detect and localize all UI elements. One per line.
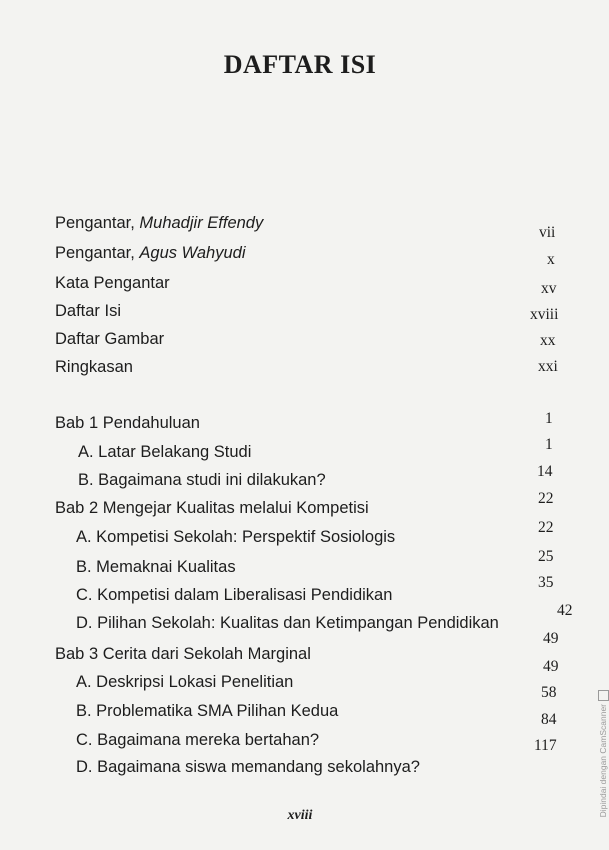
toc-label: Bab 2 Mengejar Kualitas melalui Kompetisi xyxy=(55,499,369,517)
toc-page-number: 1 xyxy=(545,410,553,427)
toc-chapter xyxy=(55,645,311,664)
toc-label: Bab 1 Pendahuluan xyxy=(55,414,200,432)
toc-page-number: 22 xyxy=(538,490,554,507)
toc-page-number: 25 xyxy=(538,548,554,565)
toc-page-number: xx xyxy=(540,332,556,349)
toc-label: Ringkasan xyxy=(55,358,133,376)
page-title: DAFTAR ISI xyxy=(223,50,377,79)
toc-page-number: 35 xyxy=(538,574,554,591)
toc-page-number: 84 xyxy=(541,711,557,728)
toc-entry xyxy=(55,274,170,293)
toc-author: Agus Wahyudi xyxy=(139,244,246,262)
camscanner-icon xyxy=(598,690,609,701)
toc-label: Daftar Isi xyxy=(55,302,122,320)
toc-page-number: 117 xyxy=(534,737,557,754)
toc-entry xyxy=(76,586,392,605)
toc-label: A. Deskripsi Lokasi Penelitian xyxy=(76,673,294,691)
toc-label: Kata Pengantar xyxy=(55,274,170,292)
toc-label: Bab 3 Cerita dari Sekolah Marginal xyxy=(55,645,311,663)
toc-page-number: 22 xyxy=(538,519,554,536)
toc-page-number: xv xyxy=(541,280,557,297)
toc-page-number: x xyxy=(547,251,555,268)
toc-author: Muhadjir Effendy xyxy=(139,214,264,232)
toc-entry xyxy=(76,758,420,777)
toc-page-number: 14 xyxy=(537,463,553,480)
toc-page-number: 49 xyxy=(543,658,559,675)
toc-entry xyxy=(55,244,246,263)
toc-entry xyxy=(76,528,395,547)
toc-chapter xyxy=(55,499,369,518)
toc-label: Daftar Gambar xyxy=(55,330,165,348)
toc-label: A. Latar Belakang Studi xyxy=(78,443,252,461)
toc-label: C. Bagaimana mereka bertahan? xyxy=(76,731,320,749)
toc-label: Pengantar, xyxy=(55,214,140,232)
scanner-watermark: Dipindai dengan CamScanner xyxy=(598,690,609,850)
toc-entry xyxy=(78,471,326,490)
toc-entry xyxy=(76,614,499,633)
toc-label: Pengantar, xyxy=(55,244,140,262)
toc-entry xyxy=(76,702,338,721)
toc-page-number: xxi xyxy=(538,358,558,375)
toc-page-number: vii xyxy=(539,224,556,241)
toc-label: A. Kompetisi Sekolah: Perspektif Sosiologis xyxy=(76,528,396,546)
toc-entry xyxy=(76,673,293,692)
toc-label: B. Bagaimana studi ini dilakukan? xyxy=(78,471,326,489)
toc-page-number: xviii xyxy=(530,306,559,323)
toc-page-number: 1 xyxy=(545,436,553,453)
toc-entry xyxy=(55,302,121,321)
toc-page-number: 42 xyxy=(557,602,573,619)
toc-label: B. Memaknai Kualitas xyxy=(76,558,236,576)
toc-page-number: 58 xyxy=(541,684,557,701)
toc-entry xyxy=(55,214,263,233)
toc-chapter xyxy=(55,414,200,433)
toc-page-number: 49 xyxy=(543,630,559,647)
toc-entry xyxy=(76,558,236,577)
page-footer-number: xviii xyxy=(287,808,313,823)
toc-entry xyxy=(76,731,319,750)
toc-label: D. Pilihan Sekolah: Kualitas dan Ketimpangan Pendidikan xyxy=(76,614,499,632)
toc-label: D. Bagaimana siswa memandang sekolahnya? xyxy=(76,758,420,776)
toc-entry xyxy=(55,330,164,349)
toc-label: C. Kompetisi dalam Liberalisasi Pendidikan xyxy=(76,586,393,604)
toc-label: B. Problematika SMA Pilihan Kedua xyxy=(76,702,339,720)
toc-entry xyxy=(55,358,133,377)
toc-entry xyxy=(78,443,251,462)
